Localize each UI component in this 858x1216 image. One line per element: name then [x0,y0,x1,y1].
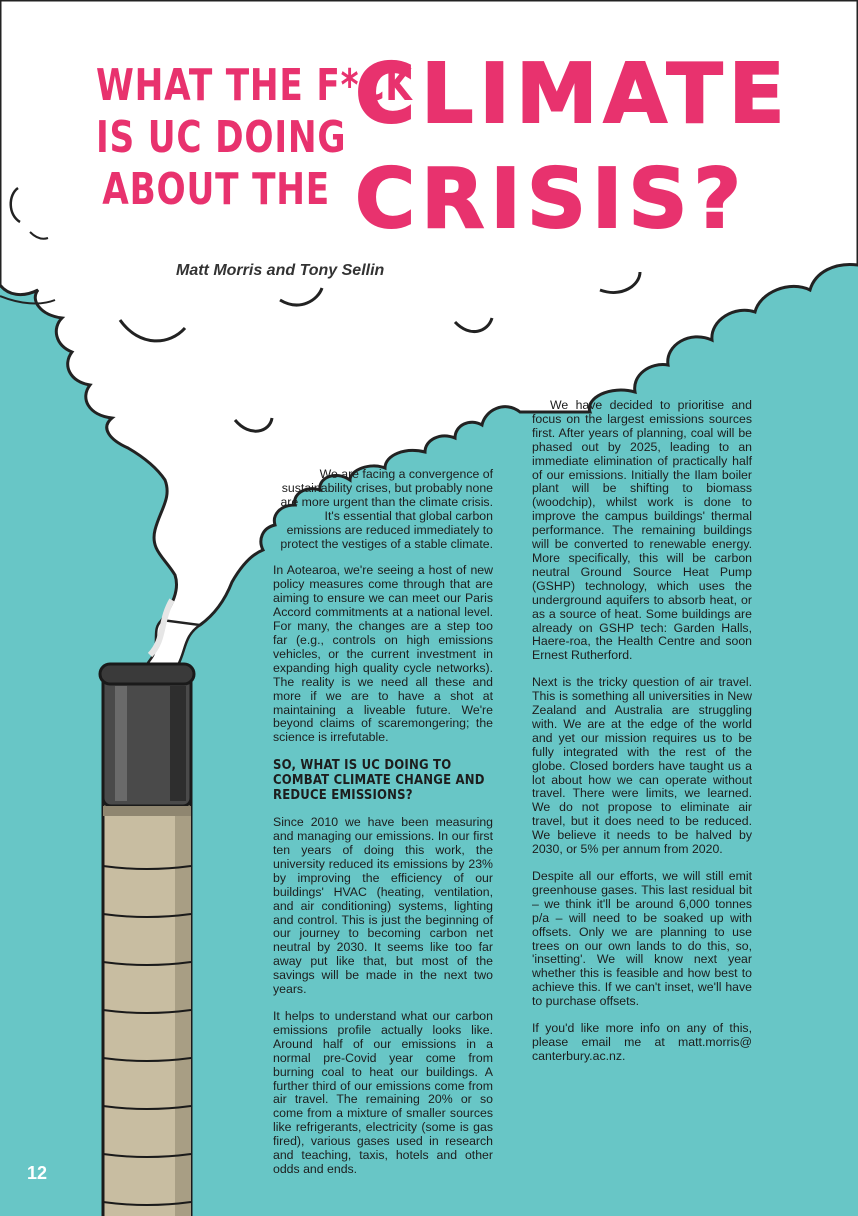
contact-paragraph: If you'd like more info on any of this, please email me at matt.morris@ canterbury.ac.nz. [532,1021,752,1063]
paragraph: We have decided to prioritise and focus on the largest emissions sources first. After years of planning, coal will be phased out by 2025, leading to an immediate elimination of practically half of our emissions. Initially the Ilam boiler plant will be shifting to biomass (woodchip), whilst work is done to improve the campus buildings' thermal performance. The remaining buildings will be converted to renewable energy. More specifically, this will be carbon neutral Ground Source Heat Pump (GSHP) technology, which uses the underground aquifers to absorb heat, or as a source of heat. Some buildings are already on GSHP tech: Garden Halls, Haere-roa, the Health Centre and soon Ernest Rutherford. [532,398,752,663]
paragraph: Next is the tricky question of air travel. This is something all universities in New Zealand and Australia are struggling with. We are at the edge of the world and yet our mission requires us to be fully integrated with the rest of the globe. Closed borders have taught us a lot about how we can operate without travel. There were limits, we learned. We do not propose to eliminate air travel, but it does need to be reduced. We believe it needs to be halved by 2030, or 5% per annum from 2020. [532,675,752,857]
article-column-1 [273,468,493,1190]
title-big-line-2: CRISIS? [355,152,748,247]
paragraph: We are facing a convergence of sustainability crises, but probably none are more urgent than the climate crisis. It's essential that global carbon emissions are reduced immediately to protect the vestiges of a stable climate. [280,467,493,551]
title-line-3: ABOUT THE [102,164,330,215]
title-line-2: IS UC DOING [96,112,347,163]
paragraph: Despite all our efforts, we will still emit greenhouse gases. This last residual bit – we think it'll be around 6,000 tonnes p/a – will need to be soaked up with offsets. Only we are planning to use trees on our own lands to do this, so, 'insetting'. We will know next year whether this is feasible and how best to achieve this. If we can't inset, we'll have to purchase offsets. [532,869,752,1009]
title-big-line-1: CLIMATE [355,47,791,142]
paragraph: It helps to understand what our carbon emissions profile actually looks like. Around half of our emissions in a normal pre-Covid year come from burning coal to heat our buildings. A further third of our emissions come from air travel. The remaining 20% or so come from a mixture of smaller sources like refrigerants, electricity (some is gas fired), various gases used in research and teaching, taxis, hotels and other odds and ends. [273,1009,493,1176]
title-small [96,60,413,216]
title-line-1: WHAT THE F*CK [96,60,413,111]
page-number: 12 [27,1163,48,1183]
article-column-2 [532,399,752,1077]
byline: Matt Morris and Tony Sellin [176,262,385,279]
paragraph: In Aotearoa, we're seeing a host of new policy measures come through that are aiming to ensure we can meet our Paris Accord commitments at a national level. For many, the changes are a step too far (e.g., controls on high emissions vehicles, or the current investment in expanding high quality cycle networks). The reality is we need all these and more if we are to have a shot at maintaining a liveable future. We're beyond claims of scaremongering; the science is irrefutable. [273,563,493,745]
paragraph: Since 2010 we have been measuring and managing our emissions. In our first ten years of doing this work, the university reduced its emissions by 23% by improving the efficiency of our buildings' HVAC (heating, ventilation, and air conditioning) systems, lighting and control. This is just the beginning of our journey to becoming carbon net neutral by 2030. It seems like too far away put like that, but most of the savings will be made in the next two years. [273,815,493,997]
chimney-illustration [100,664,194,1216]
section-heading: SO, WHAT IS UC DOING TO COMBAT CLIMATE CHANGE AND REDUCE EMISSIONS? [273,758,485,804]
